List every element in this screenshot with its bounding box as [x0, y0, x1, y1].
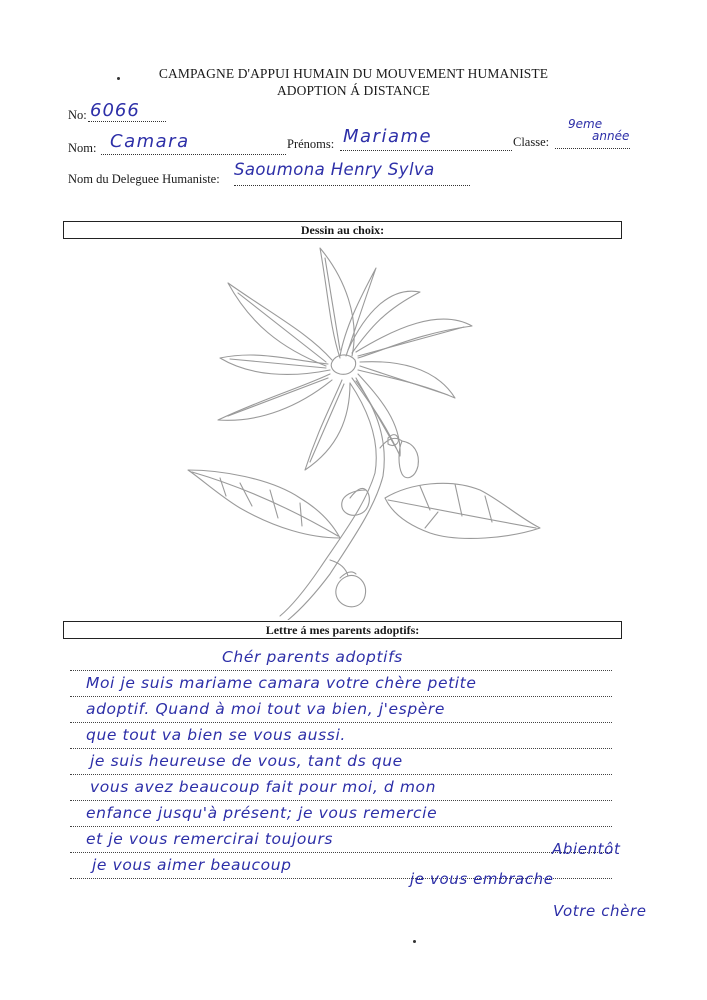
classe-label: Classe: — [513, 135, 550, 149]
letter-line-7: enfance jusqu'à présent; je vous remercie — [86, 804, 438, 822]
flower-drawing — [180, 238, 550, 620]
nom-label: Nom: — [68, 141, 97, 155]
delegue-value: Saoumona Henry Sylva — [234, 160, 435, 179]
letter-closing-1: Abientôt — [552, 840, 621, 858]
letter-closing-2: je vous embrache — [410, 870, 554, 888]
classe-value-top: 9eme — [568, 117, 603, 131]
nom-dotted-line — [101, 154, 286, 155]
letter-rule-8 — [70, 852, 612, 853]
letter-line-1: Chér parents adoptifs — [222, 648, 403, 666]
prenoms-dotted-line — [340, 150, 512, 151]
scan-mark-bottom — [413, 940, 416, 943]
letter-rule-4 — [70, 748, 612, 749]
letter-rule-3 — [70, 722, 612, 723]
letter-rule-1 — [70, 670, 612, 671]
prenoms-value: Mariame — [343, 126, 433, 147]
nom-value: Camara — [110, 131, 190, 152]
letter-line-3: adoptif. Quand à moi tout va bien, j'espère — [86, 700, 446, 718]
classe-value-bottom: année — [592, 129, 630, 143]
letter-line-8: et je vous remercirai toujours — [86, 830, 334, 848]
prenoms-label: Prénoms: — [287, 137, 335, 151]
letter-line-6: vous avez beaucoup fait pour moi, d mon — [90, 778, 437, 796]
campaign-title: CAMPAGNE D'APPUI HUMAIN DU MOUVEMENT HUMANISTE — [158, 66, 549, 81]
letter-rule-7 — [70, 826, 612, 827]
letter-line-5: je suis heureuse de vous, tant ds que — [90, 752, 403, 770]
no-dotted-line — [88, 121, 166, 122]
no-value: 6066 — [90, 100, 140, 121]
delegue-label: Nom du Deleguee Humaniste: — [68, 172, 220, 186]
no-label: No: — [68, 108, 87, 122]
classe-dotted-line — [555, 148, 630, 149]
drawing-section-title: Dessin au choix: — [63, 221, 622, 239]
delegue-dotted-line — [234, 185, 470, 186]
letter-closing-3: Votre chère — [553, 902, 647, 920]
letter-rule-5 — [70, 774, 612, 775]
letter-rule-6 — [70, 800, 612, 801]
letter-line-9: je vous aimer beaucoup — [92, 856, 292, 874]
letter-rule-2 — [70, 696, 612, 697]
letter-line-4: que tout va bien se vous aussi. — [86, 726, 346, 744]
letter-section-title: Lettre á mes parents adoptifs: — [63, 621, 622, 639]
campaign-subtitle: ADOPTION Á DISTANCE — [276, 83, 431, 98]
letter-line-2: Moi je suis mariame camara votre chère petite — [86, 674, 477, 692]
